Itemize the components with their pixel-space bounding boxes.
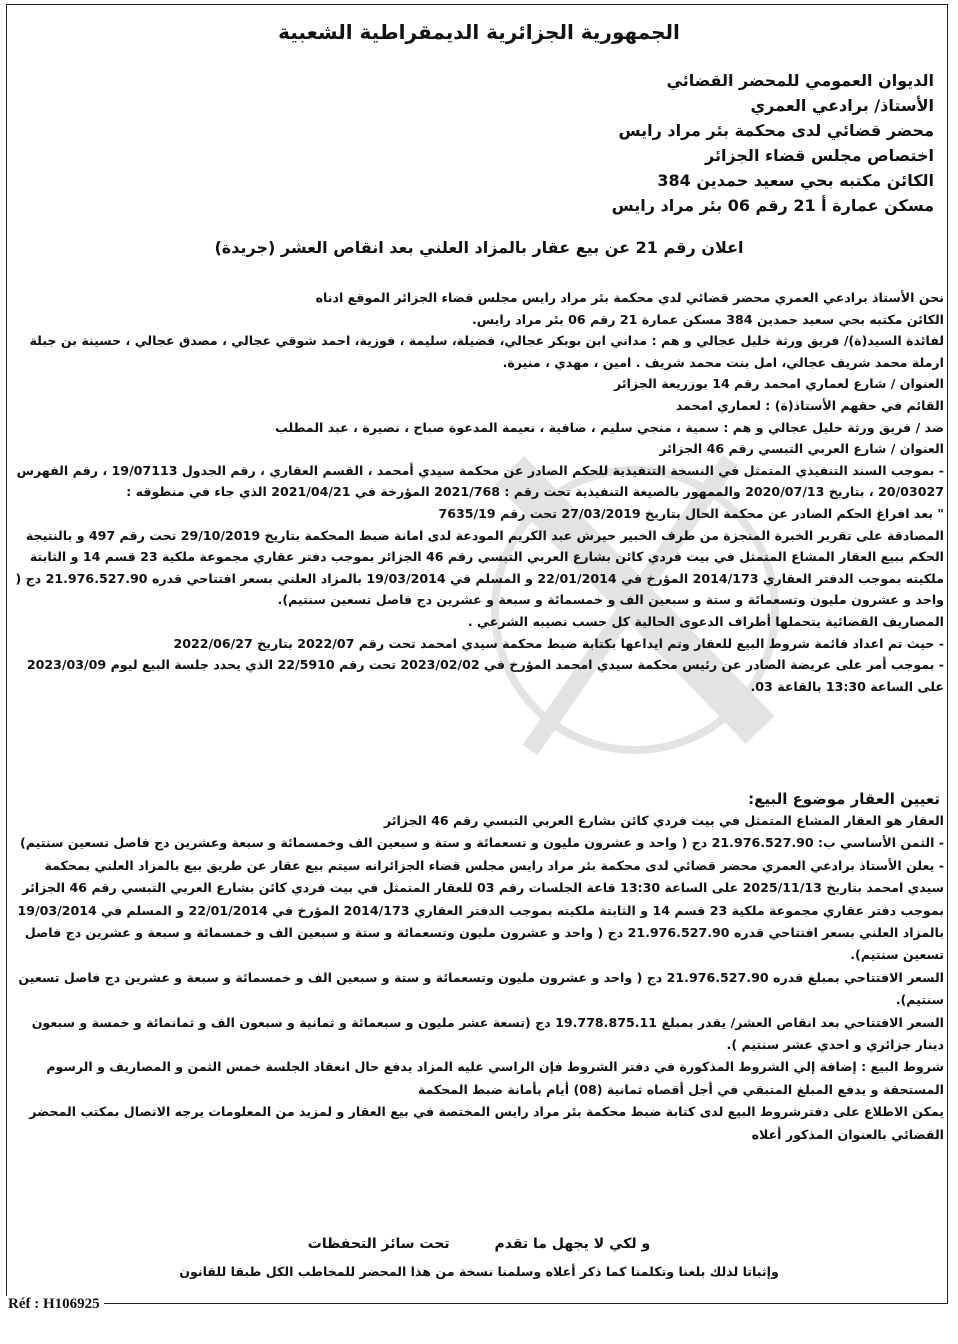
property-section-title: تعيين العقار موضوع البيع: <box>748 790 940 808</box>
office-line: الديوان العمومي للمحضر القضائي <box>666 71 934 90</box>
body-paragraph: المصادقة على تقرير الخبرة المنجزة من طرف الخبير حيرش عبد الكريم المودعة لدى امانة ضبط المحكمة بتاريخ 29/10/2019 تحت رقم 497 و بالنتيجة الحكم ببيع العقار المشاع المتمثل في بيت فردي كائن بشارع العربي التبسي رقم 46 الجزائر بموجب دفتر عقاري مجموعة ملكية 23 قسم 14 و الثابتة ملكيته بموجب الدفتر العقاري 2014/173 المؤرخ في 22/01/2014 و المسلم في 19/03/2014 بالمزاد العلني بسعر افتتاحي قدره 21.976.527.90 دج ( واحد و عشرون مليون وتسعمائة و ستة و سبعين الف و خمسمائة و سبعة و عشرين دج فاصل تسعين سنتيم). <box>15 527 944 608</box>
office-line: الكائن مكتبه بحي سعيد حمدين 384 <box>657 171 934 190</box>
body-paragraph: - بموجب السند التنفيذي المتمثل في النسخة التنفيذية للحكم الصادر عن محكمة سيدي أمحمد ، القسم العقاري ، رقم الجدول 19/07113 ، رقم الفهرس 20/03027 ، بتاريخ 2020/07/13 والممهور بالصيغة التنفيذية تحت رقم : 2021/768 المؤرخة في 2021/04/21 الذي جاء في منطوقه : <box>16 462 944 500</box>
property-paragraph: السعر الافتتاحي بمبلغ قدره 21.976.527.90 دج ( واحد و عشرون مليون وتسعمائة و ستة و سبعين الف و خمسمائة و سبعة و عشرين دج فاصل تسعين سنتيم). <box>18 969 944 1008</box>
property-paragraph: السعر الافتتاحي بعد انقاص العشر/ يقدر بمبلغ 19.778.875.11 دج (تسعة عشر مليون و سبعمائة و ثمانية و سبعون الف و ثمانمائة و خمسة و سبعون دينار جزائري و احدي عشر سنتيم ). <box>31 1014 944 1053</box>
office-line: الأستاذ/ برادعي العمري <box>750 96 934 115</box>
closing-left: و لكي لا يجهل ما تقدم <box>494 1236 651 1252</box>
body-paragraph: العنوان / شارع العربي التبسي رقم 46 الجزائر <box>659 441 944 457</box>
office-line: محضر قضائي لدى محكمة بئر مراد رايس <box>618 121 934 140</box>
body-paragraph: المصاريف القضائية يتحملها أطراف الدعوى الحالية كل حسب نصيبه الشرعي . <box>467 613 944 629</box>
body-paragraph: " بعد افراغ الحكم الصادر عن محكمة الحال بتاريخ 27/03/2019 تحت رقم 7635/19 <box>438 505 944 521</box>
announcement-title: اعلان رقم 21 عن بيع عقار بالمزاد العلني بعد انقاص العشر (جريدة) <box>214 238 744 257</box>
property-paragraph: - الثمن الأساسي ب: 21.976.527.90 دج ( واحد و عشرون مليون و تسعمائة و ستة و سبعين الف وخمسمائة و سبعة وعشرين دج فاصل تسعين سنتيم) <box>19 835 944 851</box>
body-paragraph: ضد / فريق ورثة خليل عجالي و هم : سمية ، منجي سليم ، صافية ، نعيمة المدعوة صباح ، نصيرة ، عبد المطلب <box>275 419 944 435</box>
reference-number: Réf : H106925 <box>4 1296 104 1313</box>
closing-right: تحت سائر التحفظات <box>307 1236 450 1252</box>
body-paragraph: الكائن مكتبه بحي سعيد حمدين 384 مسكن عمارة 21 رقم 06 بئر مراد رايس. <box>472 311 944 327</box>
body-paragraph: - بموجب أمر على عريضة الصادر عن رئيس محكمة سيدي امحمد المؤرخ في 2023/02/02 تحت رقم 22/5910 الذي يحدد جلسة البيع ليوم 2023/03/09 على الساعة 13:30 بالقاعة 03. <box>26 657 944 694</box>
body-paragraph: القائم في حقهم الأستاذ(ة) : لعماري امحمد <box>675 397 944 413</box>
body-paragraph: العنوان / شارع لعماري امحمد رقم 14 بوزريعة الجزائر <box>614 376 944 392</box>
body-paragraph: - حيث تم اعداد قائمة شروط البيع للعقار وتم ايداعها بكتابة ضبط محكمة سيدي امحمد تحت رقم 2022/07 بتاريخ 2022/06/27 <box>173 635 944 651</box>
property-paragraph: يمكن الاطلاع على دفترشروط البيع لدى كتابة ضبط محكمة بئر مراد رايس المختصة في بيع العقار و لمزيد من المعلومات يرجه الاتصال بمكتب المحضر القضائي بالعنوان المذكور أعلاه <box>29 1104 944 1142</box>
property-body <box>14 810 944 1146</box>
property-paragraph: العقار هو العقار المشاع المتمثل في بيت فردي كائن بشارع العربي التبسي رقم 46 الجزائر <box>383 813 944 828</box>
body-paragraph: لفائدة السيد(ة)/ فريق ورثة خليل عجالي و هم : مداني ابن بوبكر عجالي، فضيلة، سليمة ، فوزية، احمد شوقي عجالي ، مصدق عجالي ، حسينة بن جبلة ارملة محمد شريف عجالي، امل بنت محمد شريف . امين ، مهدي ، منيرة. <box>29 333 944 370</box>
office-line: مسكن عمارة أ 21 رقم 06 بئر مراد رايس <box>611 196 934 215</box>
announcement-body <box>14 287 944 697</box>
property-paragraph: شروط البيع : إضافة إلي الشروط المذكورة في دفتر الشروط فإن الراسي عليه المزاد يدفع حال انعقاد الجلسة خمس الثمن و المصاريف و الرسوم المستحقة و يدفع المبلغ المتبقي في أجل أقصاه ثمانية (08) أيام بأمانة ضبط المحكمة <box>46 1059 944 1097</box>
closing-formula <box>0 1236 958 1252</box>
republic-title: الجمهورية الجزائرية الديمقراطية الشعبية <box>278 20 680 44</box>
body-paragraph: نحن الأستاذ برادعي العمري محضر قضائي لدي محكمة بئر مراد رايس مجلس قضاء الجزائر الموقع ادناه <box>315 290 944 305</box>
final-statement: وإثباتا لذلك بلغنا وتكلمنا كما ذكر أعلاه وسلمنا نسخة من هذا المحضر للمخاطب الكل طبقا للقانون <box>179 1264 779 1279</box>
bailiff-office-block <box>612 68 934 218</box>
property-paragraph: - يعلن الأستاذ برادعي العمري محضر قضائي لدى محكمة بئر مراد رايس مجلس قضاء الجزائرانه سيتم بيع عقار عن طريق بيع بالمزاد العلني بمحكمة سيدي امحمد بتاريخ 2025/11/13 على الساعة 13:30 قاعة الجلسات رقم 03 للعقار المتمثل في بيت فردي كائن بشارع العربي التبسي رقم 46 الجزائر بموجب دفتر عقاري مجموعة ملكية 23 قسم 14 و الثابتة ملكيته بموجب الدفتر العقاري 2014/173 المؤرخ في 22/01/2014 و المسلم في 19/03/2014 بالمزاد العلني بسعر افتتاحي قدره 21.976.527.90 دج ( واحد و عشرون مليون وتسعمائة و ستة و سبعين الف و خمسمائة و سبعة و عشرين دج فاصل تسعين سنتيم). <box>17 857 944 963</box>
office-line: اختصاص مجلس قضاء الجزائر <box>705 146 934 165</box>
